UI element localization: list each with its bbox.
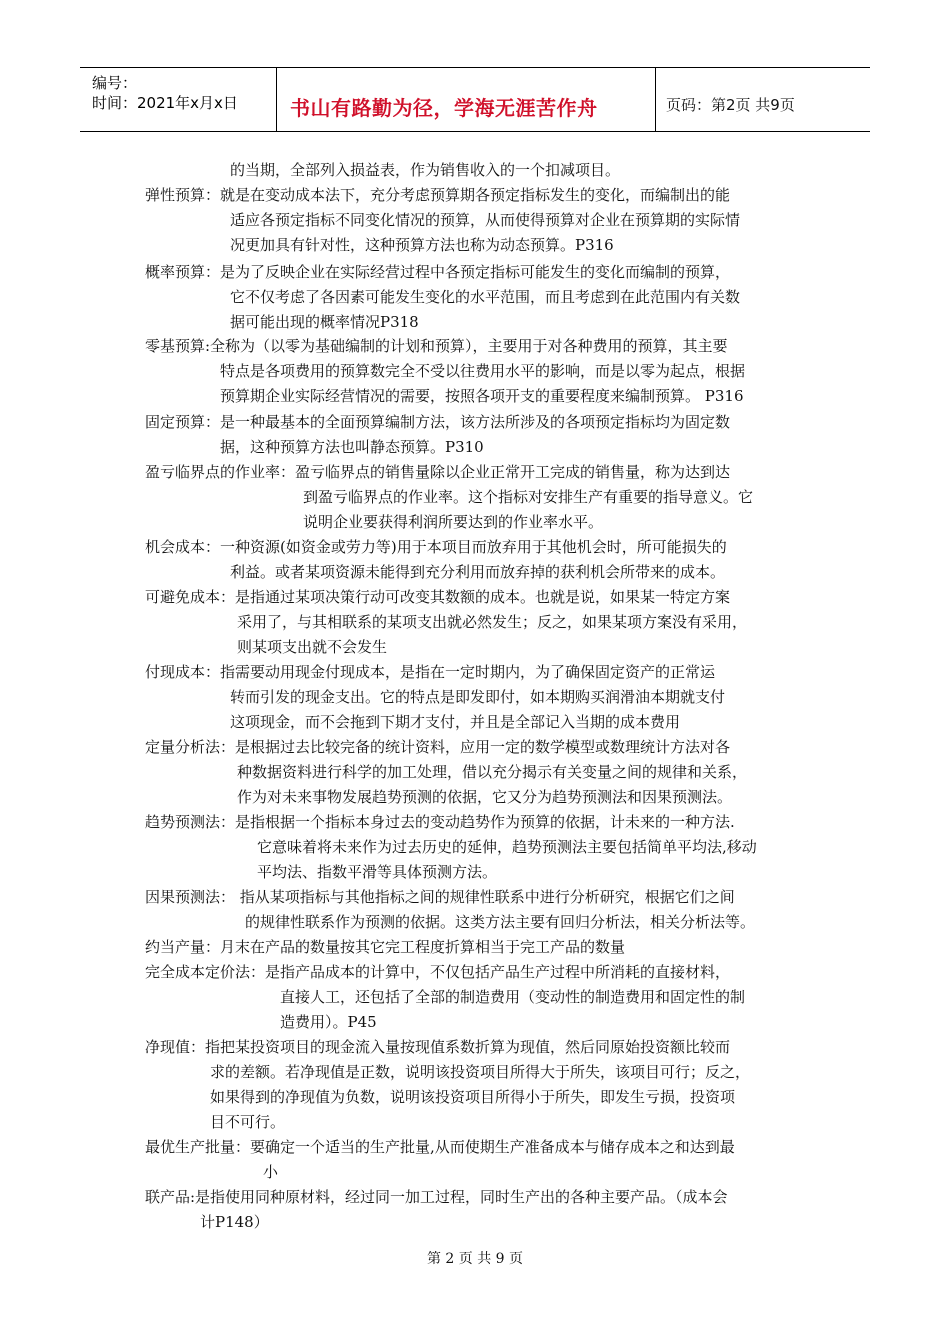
document-number-label: 编号：	[92, 74, 138, 92]
entry-line: 它不仅考虑了各因素可能发生变化的水平范围，而且考虑到在此范围内有关数	[230, 288, 741, 306]
entry-line: 据，这种预算方法也叫静态预算。P310	[220, 438, 484, 456]
entry-line: 这项现金，而不会拖到下期才支付，并且是全部记入当期的成本费用	[230, 713, 681, 731]
page-footer-number: 第 2 页 共 9 页	[426, 1251, 524, 1267]
entry-line: 到盈亏临界点的作业率。这个指标对安排生产有重要的指导意义。它	[303, 488, 754, 506]
entry-line: 求的差额。若净现值是正数，说明该投资项目所得大于所失，该项目可行；反之，	[210, 1063, 751, 1081]
entry-line: 计P148）	[200, 1213, 269, 1231]
entry-line: 平均法、指数平滑等具体预测方法。	[257, 863, 498, 881]
entry-line: 如果得到的净现值为负数，说明该投资项目所得小于所失，即发生亏损，投资项	[210, 1088, 736, 1106]
document-time-label: 时间：2021年x月x日	[92, 94, 238, 112]
entry-line: 小	[263, 1163, 279, 1181]
entry-line: 适应各预定指标不同变化情况的预算，从而使得预算对企业在预算期的实际情	[230, 211, 741, 229]
entry-line: 约当产量：月末在产品的数量按其它完工程度折算相当于完工产品的数量	[145, 938, 626, 956]
entry-line: 它意味着将未来作为过去历史的延伸，趋势预测法主要包括简单平均法,移动	[257, 838, 757, 856]
entry-line: 趋势预测法：是指根据一个指标本身过去的变动趋势作为预算的依据，计未来的一种方法.	[145, 813, 735, 831]
entry-line: 预算期企业实际经营情况的需要，按照各项开支的重要程度来编制预算。 P316	[220, 387, 744, 405]
entry-line: 因果预测法： 指从某项指标与其他指标之间的规律性联系中进行分析研究，根据它们之间	[145, 888, 735, 906]
entry-line: 说明企业要获得利润所要达到的作业率水平。	[303, 513, 604, 531]
header-divider-left	[276, 67, 277, 132]
entry-line: 的规律性联系作为预测的依据。这类方法主要有回归分析法，相关分析法等。	[245, 913, 756, 931]
entry-line: 盈亏临界点的作业率：盈亏临界点的销售量除以企业正常开工完成的销售量，称为达到达	[145, 463, 731, 481]
entry-line: 的当期，全部列入损益表，作为销售收入的一个扣减项目。	[230, 161, 621, 179]
entry-line: 最优生产批量：要确定一个适当的生产批量,从而使期生产准备成本与储存成本之和达到最	[145, 1138, 735, 1156]
entry-line: 造费用）。P45	[280, 1013, 377, 1031]
entry-line: 净现值：指把某投资项目的现金流入量按现值系数折算为现值，然后同原始投资额比较而	[145, 1038, 731, 1056]
entry-line: 固定预算：是一种最基本的全面预算编制方法，该方法所涉及的各项预定指标均为固定数	[145, 413, 731, 431]
header-bottom-rule	[80, 131, 870, 132]
entry-line: 机会成本：一种资源(如资金或劳力等)用于本项目而放弃用于其他机会时，所可能损失的	[145, 538, 727, 556]
entry-line: 定量分析法：是根据过去比较完备的统计资料，应用一定的数学模型或数理统计方法对各	[145, 738, 731, 756]
entry-line: 直接人工，还包括了全部的制造费用（变动性的制造费用和固定性的制	[280, 988, 746, 1006]
entry-line: 弹性预算：就是在变动成本法下，充分考虑预算期各预定指标发生的变化，而编制出的能	[145, 186, 731, 204]
entry-line: 零基预算:全称为（以零为基础编制的计划和预算），主要用于对各种费用的预算，其主要	[145, 337, 728, 355]
entry-line: 付现成本：指需要动用现金付现成本，是指在一定时期内，为了确保固定资产的正常运	[145, 663, 716, 681]
entry-line: 据可能出现的概率情况P318	[230, 313, 419, 331]
entry-line: 采用了，与其相联系的某项支出就必然发生；反之，如果某项方案没有采用，	[237, 613, 748, 631]
entry-line: 目不可行。	[210, 1113, 286, 1131]
entry-line: 利益。或者某项资源未能得到充分利用而放弃掉的获利机会所带来的成本。	[230, 563, 726, 581]
entry-line: 况更加具有针对性，这种预算方法也称为动态预算。P316	[230, 236, 614, 254]
entry-line: 完全成本定价法：是指产品成本的计算中，不仅包括产品生产过程中所消耗的直接材料，	[145, 963, 731, 981]
header-page-code: 页码：第2页 共9页	[666, 96, 795, 114]
entry-line: 可避免成本：是指通过某项决策行动可改变其数额的成本。也就是说，如果某一特定方案	[145, 588, 731, 606]
entry-line: 作为对未来事物发展趋势预测的依据，它又分为趋势预测法和因果预测法。	[237, 788, 733, 806]
entry-line: 概率预算：是为了反映企业在实际经营过程中各预定指标可能发生的变化而编制的预算，	[145, 263, 731, 281]
entry-line: 特点是各项费用的预算数完全不受以往费用水平的影响，而是以零为起点，根据	[220, 362, 746, 380]
entry-line: 种数据资料进行科学的加工处理，借以充分揭示有关变量之间的规律和关系，	[237, 763, 748, 781]
entry-line: 转而引发的现金支出。它的特点是即发即付，如本期购买润滑油本期就支付	[230, 688, 726, 706]
header-motto: 书山有路勤为径，学海无涯苦作舟	[290, 96, 598, 120]
header-top-rule	[80, 67, 870, 68]
entry-line: 则某项支出就不会发生	[237, 638, 388, 656]
header-divider-right	[655, 67, 656, 132]
entry-line: 联产品:是指使用同种原材料，经过同一加工过程，同时生产出的各种主要产品。（成本会	[145, 1188, 728, 1206]
